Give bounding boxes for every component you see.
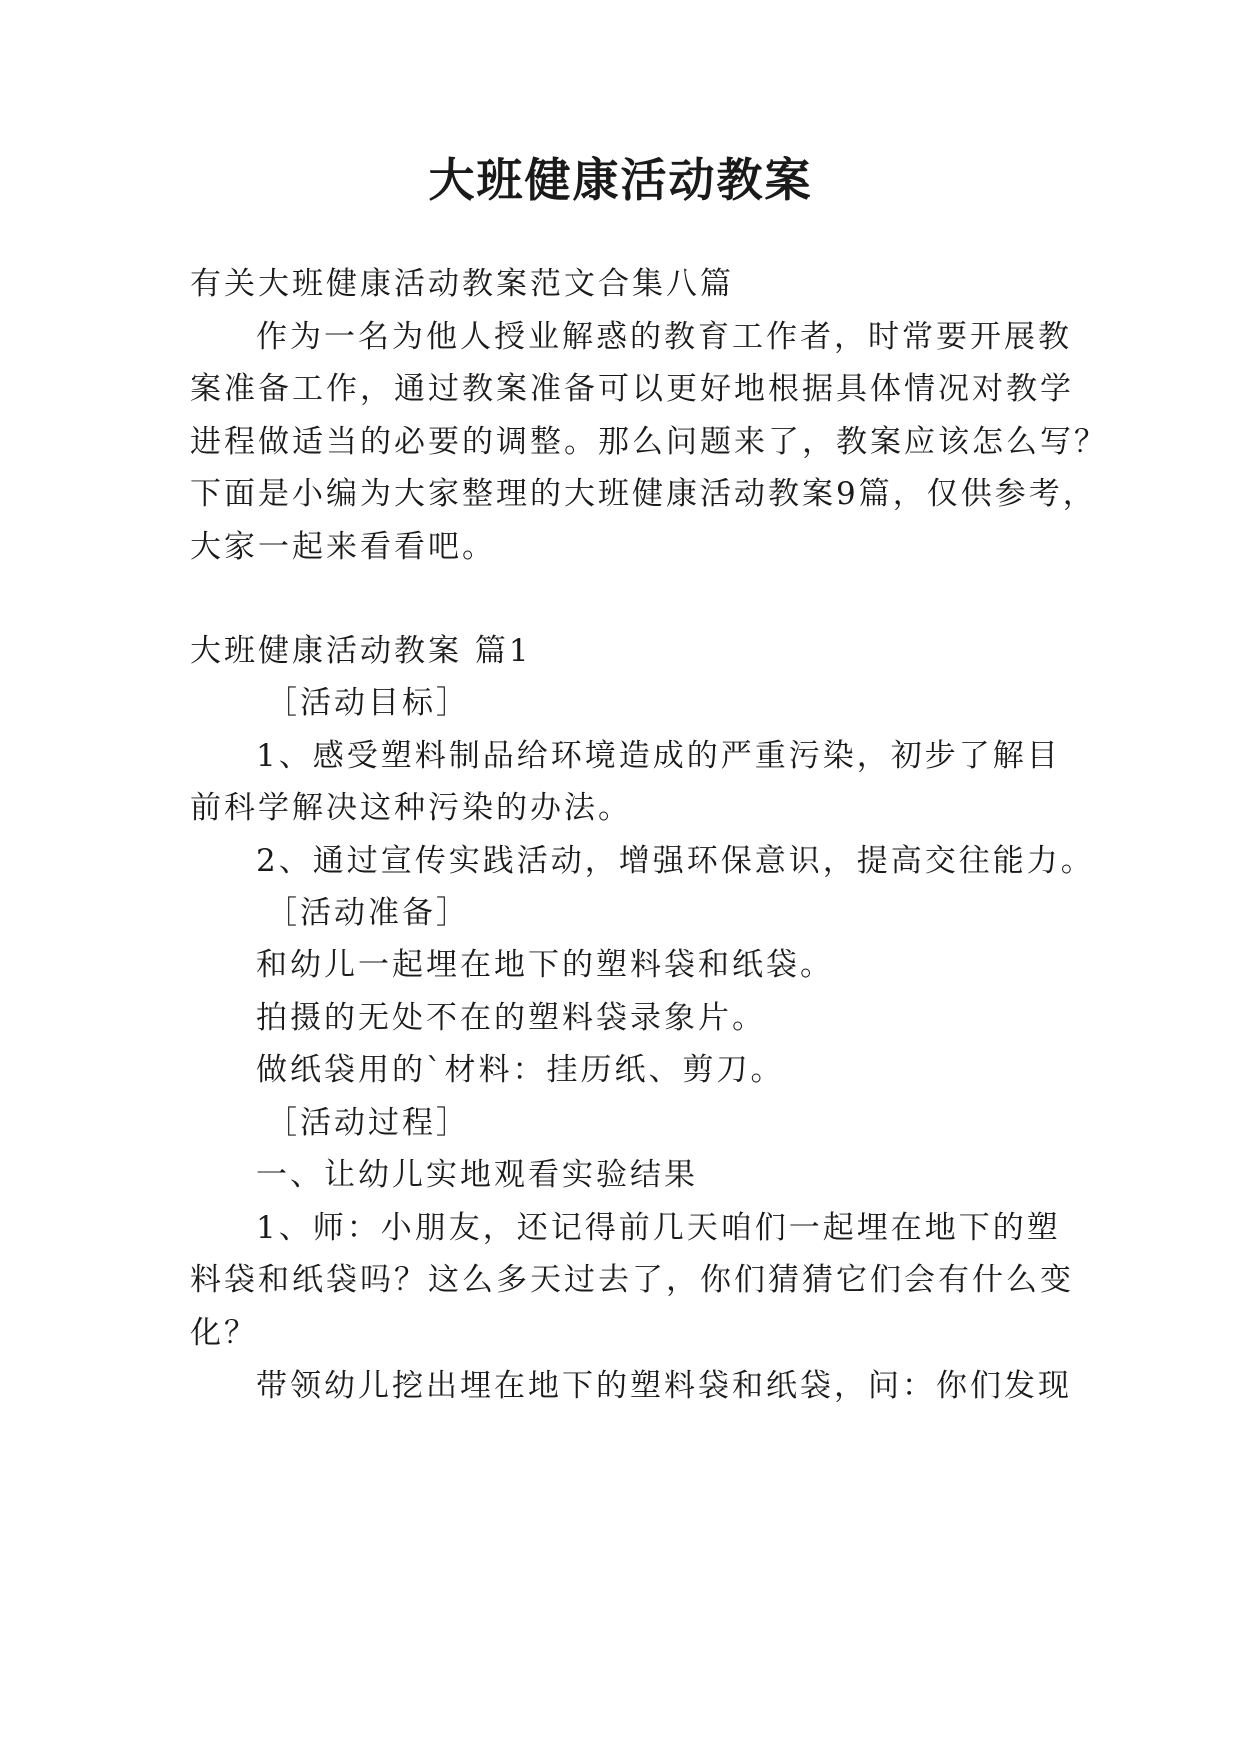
goal-heading: ［活动目标］ xyxy=(266,685,470,721)
intro-line: 作为一名为他人授业解惑的教育工作者，时常要开展教 xyxy=(256,319,1072,355)
intro-line: 案准备工作，通过教案准备可以更好地根据具体情况对教学 xyxy=(190,371,1074,407)
goal-item-1-cont: 前科学解决这种污染的办法。 xyxy=(190,790,632,826)
document-subtitle: 有关大班健康活动教案范文合集八篇 xyxy=(190,266,734,302)
process-heading: ［活动过程］ xyxy=(266,1105,470,1141)
intro-line: 大家一起来看看吧。 xyxy=(190,529,496,565)
document-title: 大班健康活动教案 xyxy=(428,153,813,207)
prep-item: 做纸袋用的`材料：挂历纸、剪刀。 xyxy=(256,1052,785,1088)
process-paragraph-line: 料袋和纸袋吗？这么多天过去了，你们猜猜它们会有什么变 xyxy=(190,1262,1074,1298)
process-paragraph-line: 化？ xyxy=(190,1315,258,1351)
section-heading: 大班健康活动教案 篇1 xyxy=(190,633,532,669)
prep-item: 和幼儿一起埋在地下的塑料袋和纸袋。 xyxy=(256,947,834,983)
prep-heading: ［活动准备］ xyxy=(266,895,470,931)
goal-item-2: 2、通过宣传实践活动，增强环保意识，提高交往能力。 xyxy=(256,843,1095,879)
intro-line: 下面是小编为大家整理的大班健康活动教案9篇，仅供参考， xyxy=(190,476,1097,512)
process-paragraph-line: 带领幼儿挖出埋在地下的塑料袋和纸袋，问：你们发现 xyxy=(256,1368,1072,1404)
goal-item-1: 1、感受塑料制品给环境造成的严重污染，初步了解目 xyxy=(256,738,1061,774)
prep-item: 拍摄的无处不在的塑料袋录象片。 xyxy=(256,1000,766,1036)
process-paragraph-line: 1、师：小朋友，还记得前几天咱们一起埋在地下的塑 xyxy=(256,1210,1061,1246)
intro-line: 进程做适当的必要的调整。那么问题来了，教案应该怎么写？ xyxy=(190,424,1108,460)
process-step-1: 一、让幼儿实地观看实验结果 xyxy=(256,1157,698,1193)
